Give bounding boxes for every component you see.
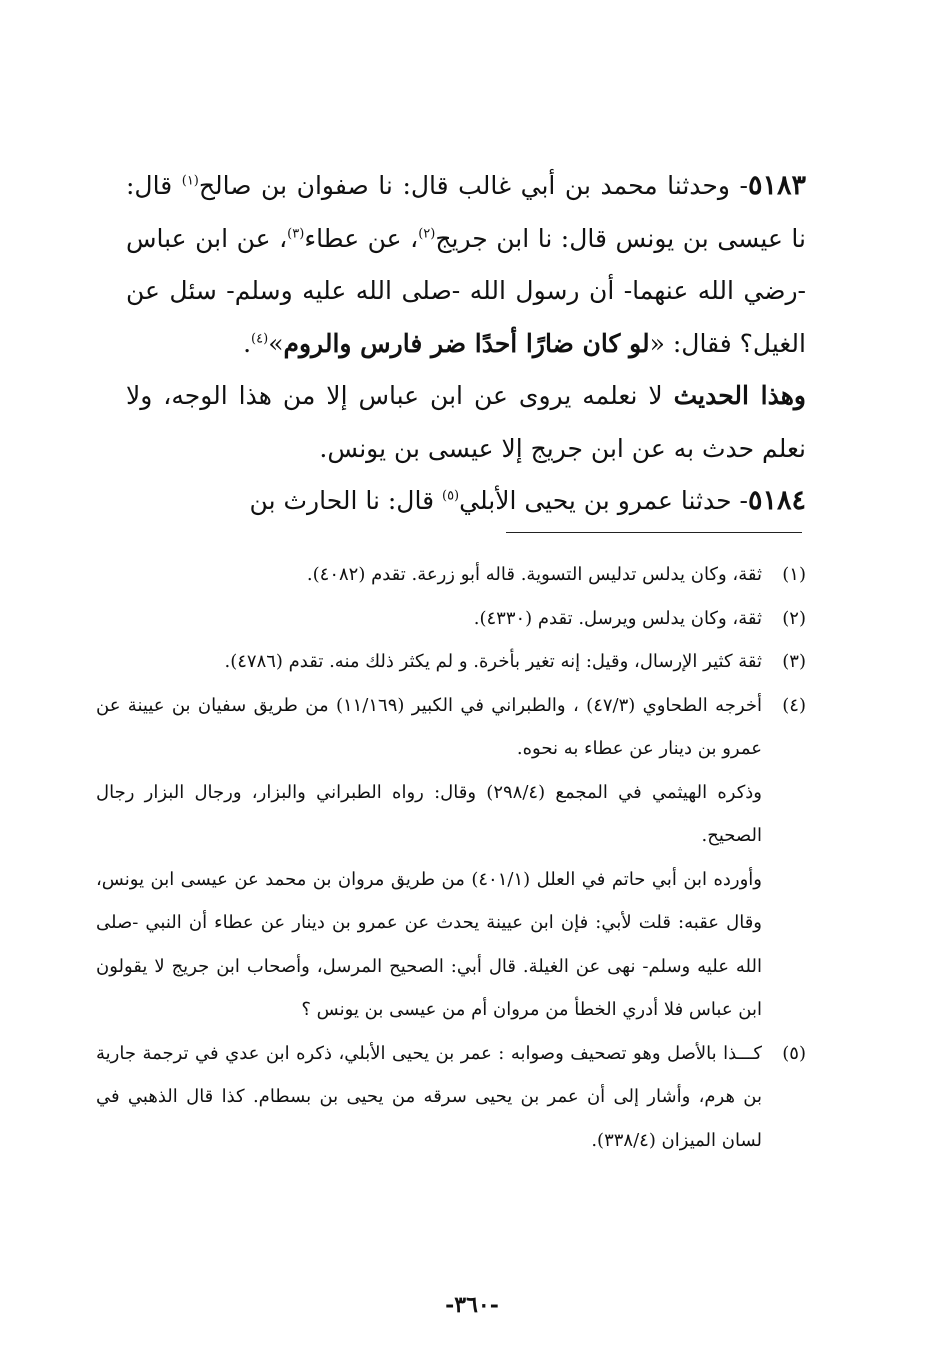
author-comment xyxy=(126,370,806,475)
hadith-number: ٥١٨٣ xyxy=(747,170,806,201)
footnote-3 xyxy=(96,640,806,684)
hadith-text: قال: نا الحارث بن xyxy=(249,486,442,515)
comment-lead: وهذا الحديث xyxy=(673,381,806,410)
footnote-text: وذكره الهيثمي في المجمع (٢٩٨/٤) وقال: رواه الطبراني والبزار، ورجال البزار رجال الصحيح. xyxy=(96,781,763,846)
hadith-number: ٥١٨٤ xyxy=(747,485,806,516)
hadith-text: - حدثنا عمرو بن يحيى الأبلي xyxy=(459,486,748,515)
footnote-ref[interactable]: (٢) xyxy=(418,226,436,242)
footnote-4-paragraph-3 xyxy=(96,858,806,1032)
page-number: -٣٦٠- xyxy=(445,1292,499,1318)
main-text xyxy=(126,160,806,528)
footnote-ref[interactable]: (٣) xyxy=(287,226,305,242)
footnote-ref[interactable]: (٥) xyxy=(441,488,460,504)
hadith-text: قال: نا عيسى بن يونس قال: نا ابن جريج xyxy=(126,171,806,253)
footnote-2 xyxy=(96,597,806,641)
footnote-4-paragraph-2 xyxy=(96,771,806,858)
hadith-text: » xyxy=(268,328,284,358)
footnote-text: أخرجه الطحاوي (٤٧/٣) ، والطبراني في الكبير (١١/١٦٩) من طريق سفيان بن عيينة عن عمرو بن دينار عن عطاء به نحوه. xyxy=(96,694,762,759)
footnote-text: ثقة كثير الإرسال، وقيل: إنه تغير بأخرة. و لم يكثر ذلك منه. تقدم (٤٧٨٦). xyxy=(224,651,762,672)
hadith-text: - وحدثنا محمد بن أبي غالب قال: نا صفوان بن صالح xyxy=(198,171,748,200)
footnote-text: كـــذا بالأصل وهو تصحيف وصوابه : عمر بن يحيى الأبلي، ذكره ابن عدي في ترجمة جارية بن هرم، وأشار إلى أن عمر بن يحيى سرقه من يحيى بن بسطام. كذا قال الذهبي في لسان الميزان (٣٣٨/٤). xyxy=(96,1042,762,1151)
footnote-5 xyxy=(96,1032,806,1163)
footnote-ref[interactable]: (١) xyxy=(181,173,199,189)
hadith-text: ، عن عطاء xyxy=(304,223,419,253)
footnote-text: ثقة، وكان يدلس تدليس التسوية. قاله أبو زرعة. تقدم (٤٠٨٢). xyxy=(306,564,762,585)
footnotes xyxy=(96,553,806,1162)
comment-text: لا نعلمه يروى عن ابن عباس إلا من هذا الوجه، ولا نعلم حدث به عن ابن جريج إلا عيسى بن يونس. xyxy=(126,381,806,463)
footnote-divider xyxy=(506,532,802,533)
hadith-text: ، عن ابن عباس -رضي الله عنهما- أن رسول الله -صلى الله عليه وسلم- سئل عن الغيل؟ فقال: « xyxy=(126,223,806,358)
hadith-5183 xyxy=(126,160,806,370)
footnote-4 xyxy=(96,684,806,771)
prophetic-quote: لو كان ضارًا أحدًا ضر فارس والروم xyxy=(283,328,650,358)
footnote-mark: (٤) xyxy=(782,694,806,716)
footnote-mark: (٢) xyxy=(782,607,806,629)
hadith-5184 xyxy=(126,475,806,528)
footnote-text: ثقة، وكان يدلس ويرسل. تقدم (٤٣٣٠). xyxy=(473,607,762,629)
hadith-text: . xyxy=(243,328,252,358)
footnote-ref[interactable]: (٤) xyxy=(251,331,269,347)
footnote-mark: (٣) xyxy=(782,651,806,672)
footnote-text: وأورده ابن أبي حاتم في العلل (٤٠١/١) من طريق مروان بن محمد عن عيسى ابن يونس، وقال عقبه: قلت لأبي: فإن ابن عيينة يحدث عن عمرو بن دينار عن عطاء أن النبي -صلى الله عليه وسلم- نهى عن الغيلة. قال أبي: الصحيح المرسل، وأصحاب ابن جريج لا يقولون ابن عباس فلا أدري الخطأ من مروان أم من عيسى بن يونس ؟ xyxy=(96,868,762,1020)
footnote-mark: (١) xyxy=(782,564,806,585)
footnote-mark: (٥) xyxy=(782,1042,806,1064)
footnote-1 xyxy=(96,553,806,597)
